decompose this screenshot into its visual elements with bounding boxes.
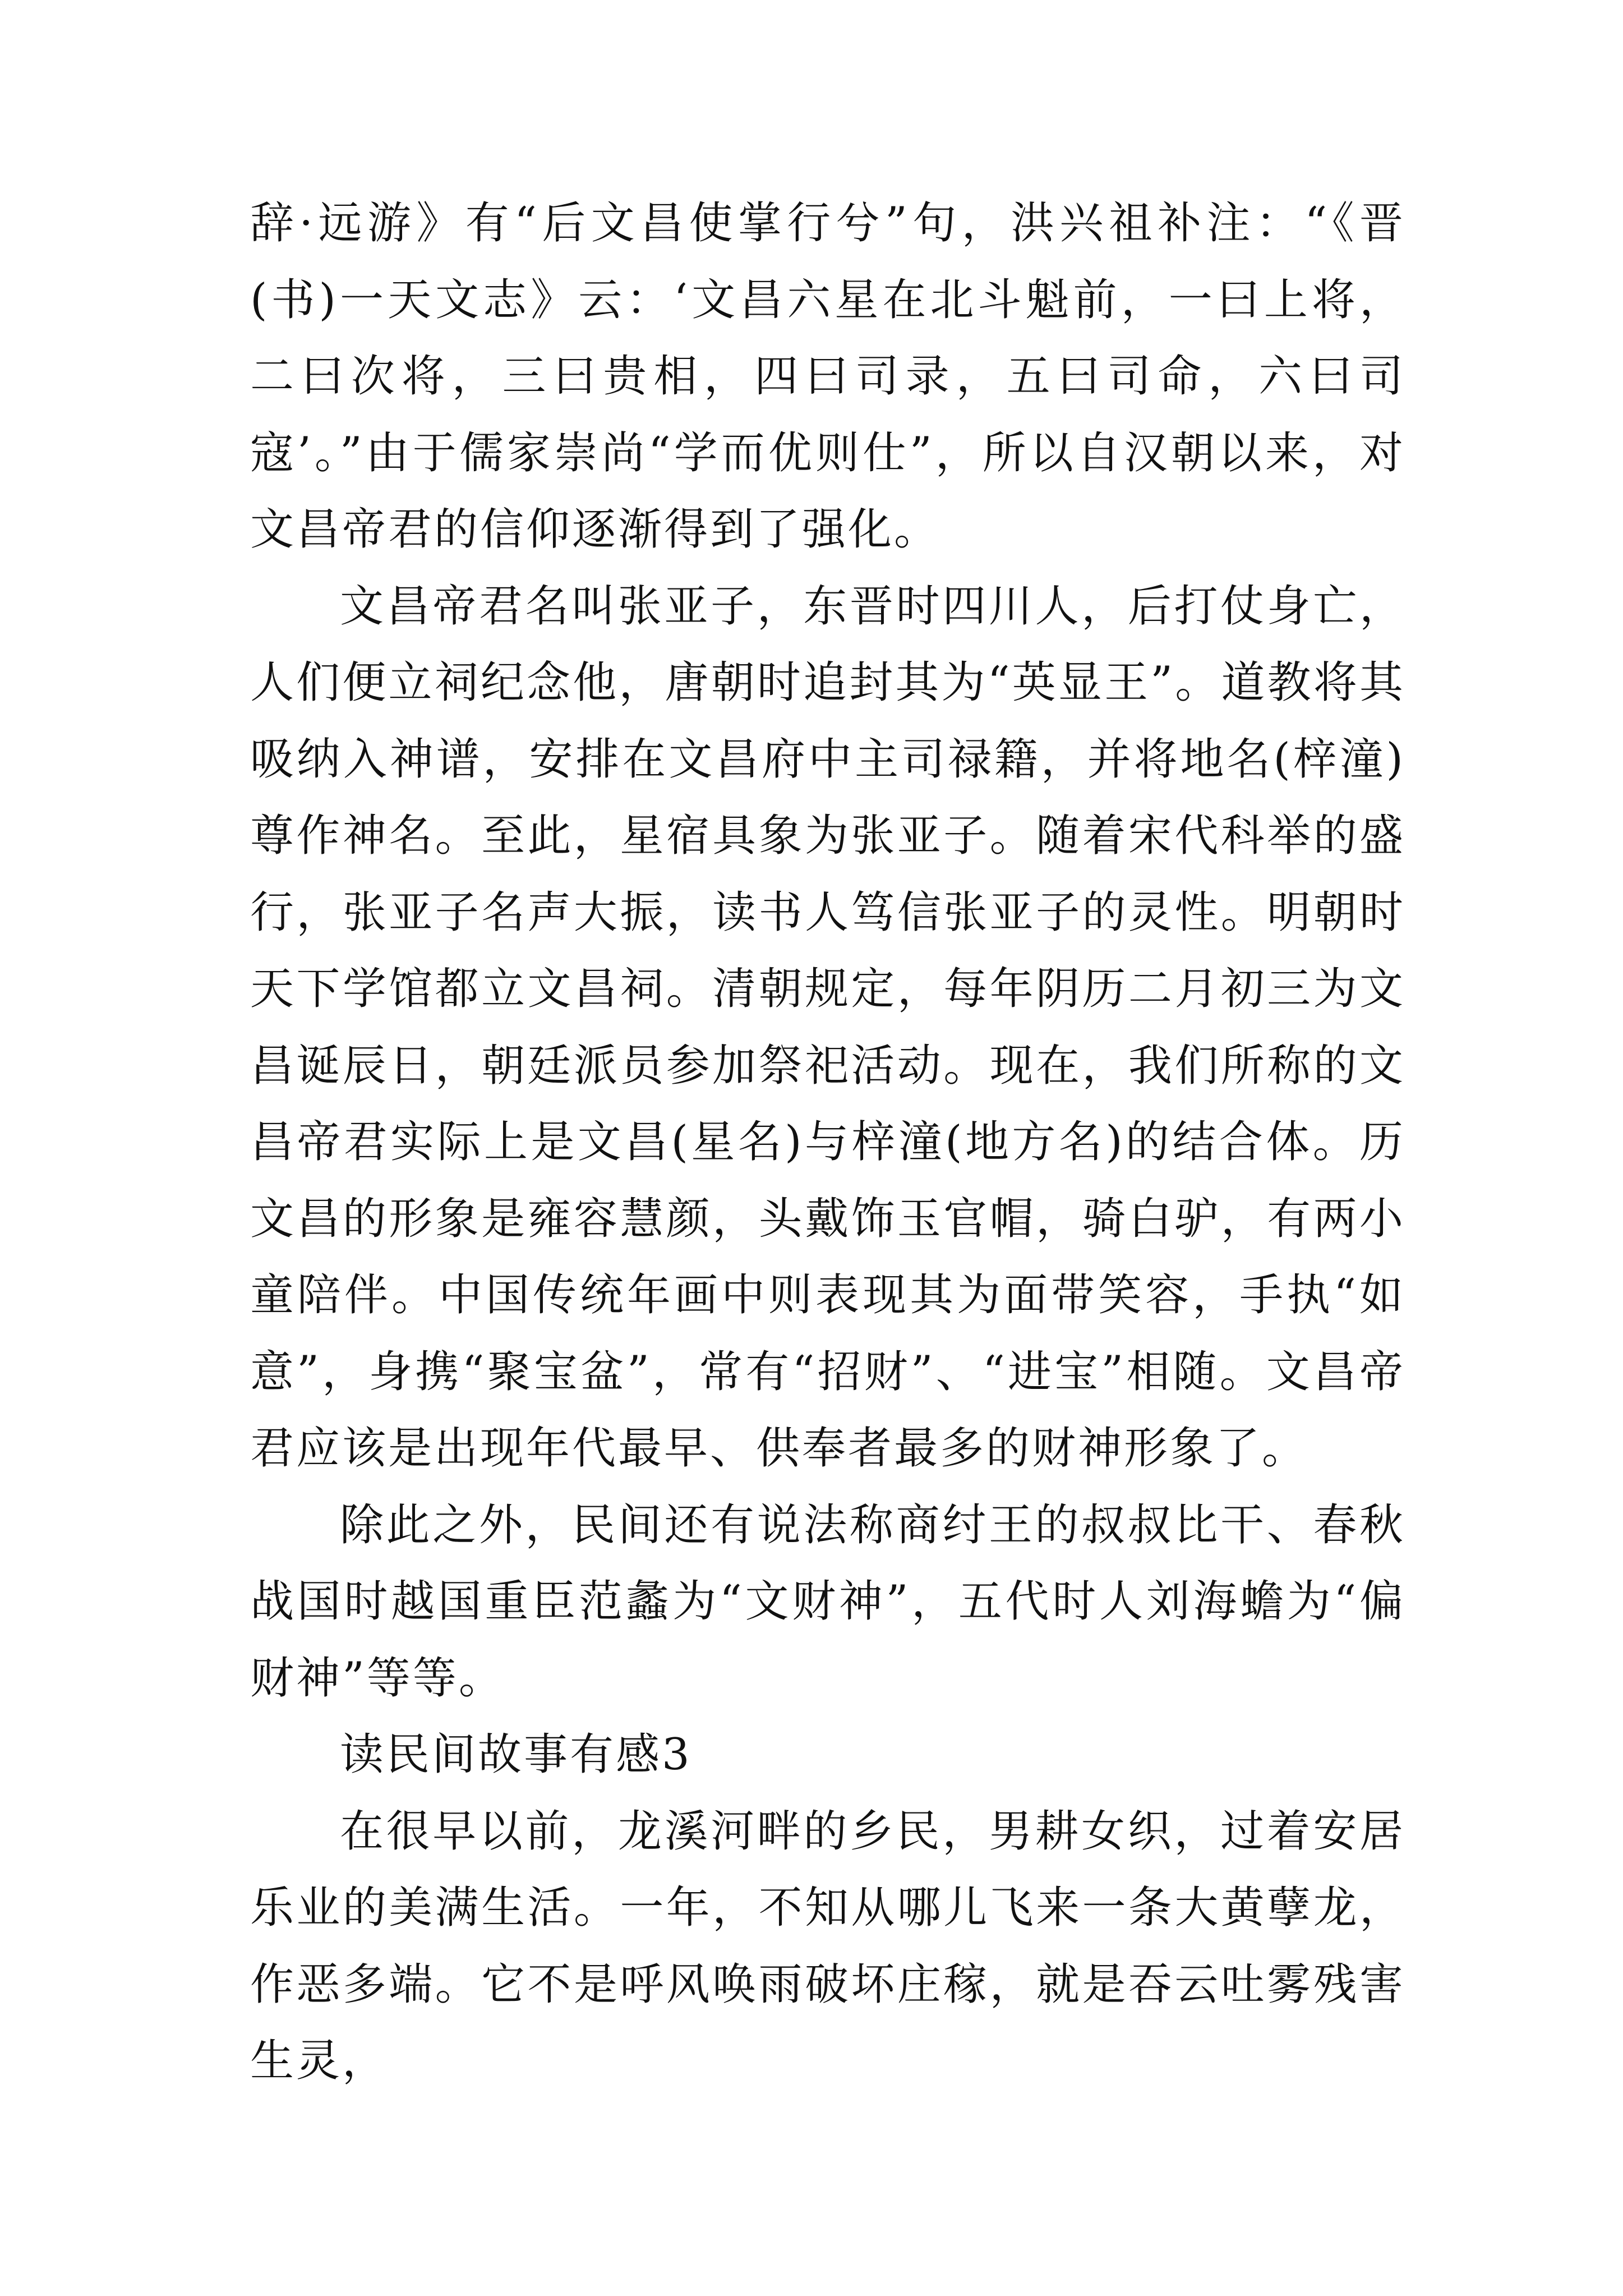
document-body — [250, 185, 1405, 2100]
paragraph-longxi-river: 在很早以前，龙溪河畔的乡民，男耕女织，过着安居乐业的美满生活。一年，不知从哪儿飞来一条大黄孽龙，作恶多端。它不是呼风唤雨破坏庄稼，就是吞云吐雾残害生灵， — [250, 1806, 1405, 2086]
paragraph-wenchang-dijun: 文昌帝君名叫张亚子，东晋时四川人，后打仗身亡，人们便立祠纪念他，唐朝时追封其为“英显王”。道教将其吸纳入神谱，安排在文昌府中主司禄籍，并将地名(梓潼)尊作神名。至此，星宿具象为张亚子。随着宋代科举的盛行，张亚子名声大振，读书人笃信张亚子的灵性。明朝时天下学馆都立文昌祠。清朝规定，每年阴历二月初三为文昌诞辰日，朝廷派员参加祭祀活动。现在，我们所称的文昌帝君实际上是文昌(星名)与梓潼(地方名)的结合体。历文昌的形象是雍容慧颜，头戴饰玉官帽，骑白驴，有两小童陪伴。中国传统年画中则表现其为面带笑容，手执“如意”，身携“聚宝盆”，常有“招财”、“进宝”相随。文昌帝君应该是出现年代最早、供奉者最多的财神形象了。 — [250, 581, 1405, 1474]
section-heading: 读民间故事有感3 — [340, 1729, 692, 1780]
paragraph-continuation: 辞·远游》有“后文昌使掌行兮”句，洪兴祖补注：“《晋(书)一天文志》云：‘文昌六星在北斗魁前，一曰上将，二曰次将，三曰贵相，四曰司录，五曰司命，六曰司寇’。”由于儒家崇尚“学而优则仕”，所以自汉朝以来，对文昌帝君的信仰逐渐得到了强化。 — [250, 198, 1405, 555]
paragraph-other-wealth-gods: 除此之外，民间还有说法称商纣王的叔叔比干、春秋战国时越国重臣范蠡为“文财神”，五代时人刘海蟾为“偏财神”等等。 — [250, 1499, 1405, 1704]
